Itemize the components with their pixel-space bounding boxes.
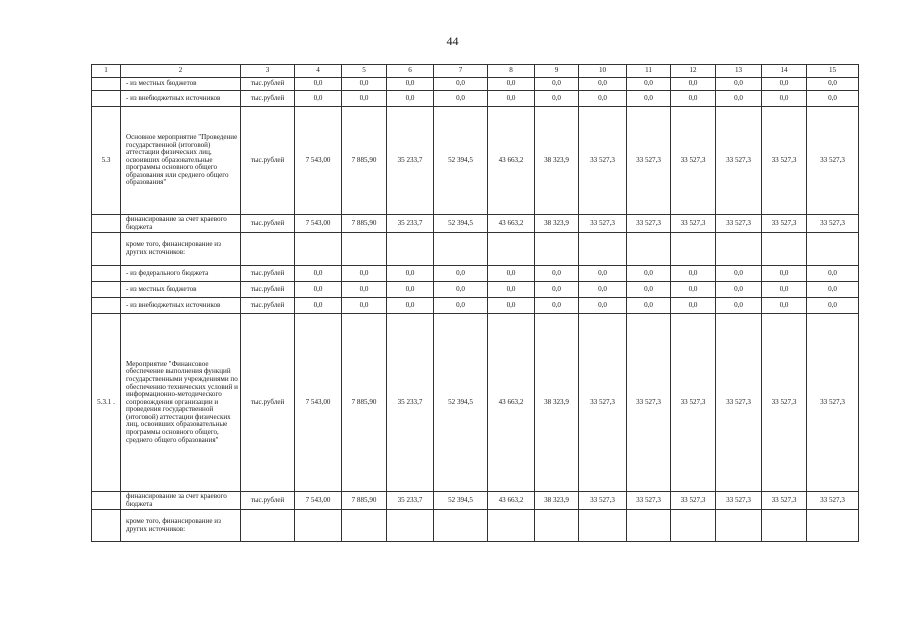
unit-cell: тыс.рублей <box>241 107 295 215</box>
value-cell <box>434 233 488 266</box>
row-description: - из федерального бюджета <box>121 266 241 282</box>
value-cell: 35 233,7 <box>387 314 434 492</box>
value-cell: 0,0 <box>342 266 387 282</box>
value-cell: 33 527,3 <box>716 314 762 492</box>
row-number <box>92 78 121 91</box>
value-cell: 0,0 <box>295 91 342 107</box>
column-number: 11 <box>627 65 671 78</box>
unit-cell <box>241 233 295 266</box>
column-number: 1 <box>92 65 121 78</box>
unit-cell: тыс.рублей <box>241 298 295 314</box>
header-row <box>92 65 859 78</box>
value-cell <box>535 233 579 266</box>
value-cell: 0,0 <box>671 298 716 314</box>
value-cell <box>807 233 859 266</box>
unit-cell: тыс.рублей <box>241 91 295 107</box>
value-cell: 35 233,7 <box>387 215 434 233</box>
row-number <box>92 282 121 298</box>
unit-cell: тыс.рублей <box>241 314 295 492</box>
table-row <box>92 91 859 107</box>
value-cell: 38 323,9 <box>535 107 579 215</box>
row-number: 5.3 <box>92 107 121 215</box>
value-cell: 0,0 <box>535 266 579 282</box>
column-number: 7 <box>434 65 488 78</box>
value-cell: 0,0 <box>627 282 671 298</box>
value-cell: 35 233,7 <box>387 492 434 510</box>
column-number: 9 <box>535 65 579 78</box>
value-cell: 0,0 <box>387 91 434 107</box>
value-cell: 0,0 <box>716 298 762 314</box>
row-number <box>92 91 121 107</box>
value-cell: 43 663,2 <box>488 215 535 233</box>
value-cell: 33 527,3 <box>716 492 762 510</box>
value-cell: 43 663,2 <box>488 107 535 215</box>
value-cell: 0,0 <box>535 282 579 298</box>
value-cell: 0,0 <box>671 91 716 107</box>
row-description: финансирование за счет краевого бюджета <box>121 215 241 233</box>
row-number <box>92 298 121 314</box>
row-number <box>92 266 121 282</box>
value-cell: 7 543,00 <box>295 107 342 215</box>
value-cell: 33 527,3 <box>671 314 716 492</box>
value-cell: 33 527,3 <box>579 492 627 510</box>
value-cell: 7 885,90 <box>342 314 387 492</box>
value-cell: 0,0 <box>535 298 579 314</box>
value-cell: 33 527,3 <box>807 314 859 492</box>
value-cell: 33 527,3 <box>579 215 627 233</box>
value-cell: 33 527,3 <box>627 107 671 215</box>
unit-cell: тыс.рублей <box>241 282 295 298</box>
row-description: кроме того, финансирование из других источников: <box>121 510 241 542</box>
row-description: - из местных бюджетов <box>121 282 241 298</box>
value-cell: 0,0 <box>762 282 807 298</box>
value-cell: 7 543,00 <box>295 314 342 492</box>
value-cell: 33 527,3 <box>807 215 859 233</box>
value-cell: 0,0 <box>807 298 859 314</box>
row-number <box>92 233 121 266</box>
value-cell: 0,0 <box>762 298 807 314</box>
value-cell: 0,0 <box>434 266 488 282</box>
budget-table <box>91 64 859 542</box>
value-cell: 0,0 <box>295 78 342 91</box>
value-cell: 0,0 <box>535 91 579 107</box>
value-cell: 52 394,5 <box>434 492 488 510</box>
value-cell: 33 527,3 <box>716 215 762 233</box>
value-cell: 52 394,5 <box>434 107 488 215</box>
value-cell: 0,0 <box>295 266 342 282</box>
unit-cell: тыс.рублей <box>241 215 295 233</box>
value-cell: 33 527,3 <box>716 107 762 215</box>
value-cell: 33 527,3 <box>807 107 859 215</box>
value-cell <box>342 233 387 266</box>
value-cell: 0,0 <box>807 282 859 298</box>
value-cell: 0,0 <box>627 266 671 282</box>
value-cell: 0,0 <box>342 91 387 107</box>
value-cell: 33 527,3 <box>671 215 716 233</box>
value-cell: 33 527,3 <box>762 314 807 492</box>
value-cell: 7 885,90 <box>342 215 387 233</box>
value-cell: 0,0 <box>434 298 488 314</box>
value-cell: 33 527,3 <box>762 215 807 233</box>
value-cell: 0,0 <box>671 78 716 91</box>
column-number: 8 <box>488 65 535 78</box>
value-cell: 33 527,3 <box>671 492 716 510</box>
value-cell: 33 527,3 <box>627 215 671 233</box>
value-cell: 0,0 <box>627 78 671 91</box>
row-number <box>92 215 121 233</box>
value-cell: 0,0 <box>342 282 387 298</box>
row-description: - из местных бюджетов <box>121 78 241 91</box>
value-cell: 0,0 <box>762 266 807 282</box>
value-cell: 0,0 <box>716 266 762 282</box>
value-cell <box>295 233 342 266</box>
value-cell: 0,0 <box>488 298 535 314</box>
column-number: 5 <box>342 65 387 78</box>
column-number: 6 <box>387 65 434 78</box>
value-cell: 0,0 <box>716 78 762 91</box>
row-description: - из внебюджетных источников <box>121 91 241 107</box>
value-cell: 43 663,2 <box>488 492 535 510</box>
value-cell <box>434 510 488 542</box>
value-cell: 0,0 <box>671 266 716 282</box>
value-cell: 0,0 <box>716 282 762 298</box>
value-cell: 0,0 <box>434 282 488 298</box>
value-cell: 33 527,3 <box>627 492 671 510</box>
value-cell: 0,0 <box>579 282 627 298</box>
unit-cell: тыс.рублей <box>241 78 295 91</box>
value-cell <box>387 233 434 266</box>
value-cell: 52 394,5 <box>434 314 488 492</box>
value-cell <box>387 510 434 542</box>
value-cell: 7 885,90 <box>342 107 387 215</box>
row-description: Основное мероприятие "Проведение государственной (итоговой) аттестации физических лиц, освоивших образовательные программы основного общего образования или среднего общего образования" <box>121 107 241 215</box>
value-cell <box>716 233 762 266</box>
value-cell: 35 233,7 <box>387 107 434 215</box>
value-cell <box>627 510 671 542</box>
value-cell: 33 527,3 <box>762 492 807 510</box>
value-cell <box>762 510 807 542</box>
value-cell: 0,0 <box>627 298 671 314</box>
value-cell: 38 323,9 <box>535 215 579 233</box>
column-number: 15 <box>807 65 859 78</box>
unit-cell <box>241 510 295 542</box>
unit-cell: тыс.рублей <box>241 266 295 282</box>
value-cell: 0,0 <box>807 78 859 91</box>
row-description: - из внебюджетных источников <box>121 298 241 314</box>
value-cell: 0,0 <box>762 78 807 91</box>
value-cell: 0,0 <box>579 91 627 107</box>
value-cell <box>716 510 762 542</box>
value-cell: 0,0 <box>295 282 342 298</box>
row-number <box>92 492 121 510</box>
value-cell: 52 394,5 <box>434 215 488 233</box>
column-number: 2 <box>121 65 241 78</box>
page-number: 44 <box>446 34 459 48</box>
value-cell <box>762 233 807 266</box>
value-cell: 7 885,90 <box>342 492 387 510</box>
value-cell <box>627 233 671 266</box>
value-cell: 0,0 <box>807 266 859 282</box>
table-row <box>92 282 859 298</box>
value-cell <box>671 510 716 542</box>
value-cell: 0,0 <box>671 282 716 298</box>
column-number: 4 <box>295 65 342 78</box>
value-cell: 0,0 <box>488 78 535 91</box>
value-cell: 33 527,3 <box>627 314 671 492</box>
value-cell: 0,0 <box>627 91 671 107</box>
column-number: 14 <box>762 65 807 78</box>
value-cell: 0,0 <box>387 298 434 314</box>
value-cell <box>488 233 535 266</box>
value-cell: 0,0 <box>488 266 535 282</box>
value-cell: 0,0 <box>535 78 579 91</box>
value-cell: 7 543,00 <box>295 492 342 510</box>
table-row <box>92 298 859 314</box>
value-cell <box>579 233 627 266</box>
value-cell: 0,0 <box>342 78 387 91</box>
value-cell: 0,0 <box>387 78 434 91</box>
value-cell: 0,0 <box>579 78 627 91</box>
table-row <box>92 314 859 492</box>
value-cell: 0,0 <box>295 298 342 314</box>
row-number: 5.3.1 . <box>92 314 121 492</box>
table-row <box>92 233 859 266</box>
value-cell: 33 527,3 <box>807 492 859 510</box>
value-cell <box>535 510 579 542</box>
value-cell: 0,0 <box>716 91 762 107</box>
unit-cell: тыс.рублей <box>241 492 295 510</box>
value-cell <box>807 510 859 542</box>
value-cell <box>488 510 535 542</box>
value-cell: 7 543,00 <box>295 215 342 233</box>
value-cell: 0,0 <box>762 91 807 107</box>
value-cell <box>671 233 716 266</box>
row-description: Мероприятие "Финансовое обеспечение выполнения функций государственными учреждениями по обеспечению технических условий и информационно-методического сопровождения организации и проведения государственной (итоговой) аттестации физических лиц, освоивших образовательные программы основного общего, среднего общего образования" <box>121 314 241 492</box>
row-description: финансирование за счет краевого бюджета <box>121 492 241 510</box>
value-cell: 0,0 <box>387 282 434 298</box>
table-row <box>92 510 859 542</box>
value-cell: 0,0 <box>488 91 535 107</box>
value-cell: 43 663,2 <box>488 314 535 492</box>
value-cell: 0,0 <box>434 91 488 107</box>
value-cell: 0,0 <box>579 266 627 282</box>
value-cell: 33 527,3 <box>762 107 807 215</box>
row-description: кроме того, финансирование из других источников: <box>121 233 241 266</box>
table-row <box>92 492 859 510</box>
column-number: 12 <box>671 65 716 78</box>
table-row <box>92 78 859 91</box>
value-cell: 0,0 <box>387 266 434 282</box>
value-cell: 38 323,9 <box>535 314 579 492</box>
value-cell: 0,0 <box>579 298 627 314</box>
table-row <box>92 266 859 282</box>
column-number: 3 <box>241 65 295 78</box>
table-row <box>92 215 859 233</box>
value-cell <box>579 510 627 542</box>
column-number: 13 <box>716 65 762 78</box>
value-cell: 0,0 <box>488 282 535 298</box>
value-cell: 33 527,3 <box>579 314 627 492</box>
column-number: 10 <box>579 65 627 78</box>
value-cell: 0,0 <box>807 91 859 107</box>
table-row <box>92 107 859 215</box>
value-cell: 0,0 <box>434 78 488 91</box>
row-number <box>92 510 121 542</box>
value-cell <box>295 510 342 542</box>
value-cell: 0,0 <box>342 298 387 314</box>
value-cell: 38 323,9 <box>535 492 579 510</box>
value-cell: 33 527,3 <box>579 107 627 215</box>
value-cell: 33 527,3 <box>671 107 716 215</box>
value-cell <box>342 510 387 542</box>
